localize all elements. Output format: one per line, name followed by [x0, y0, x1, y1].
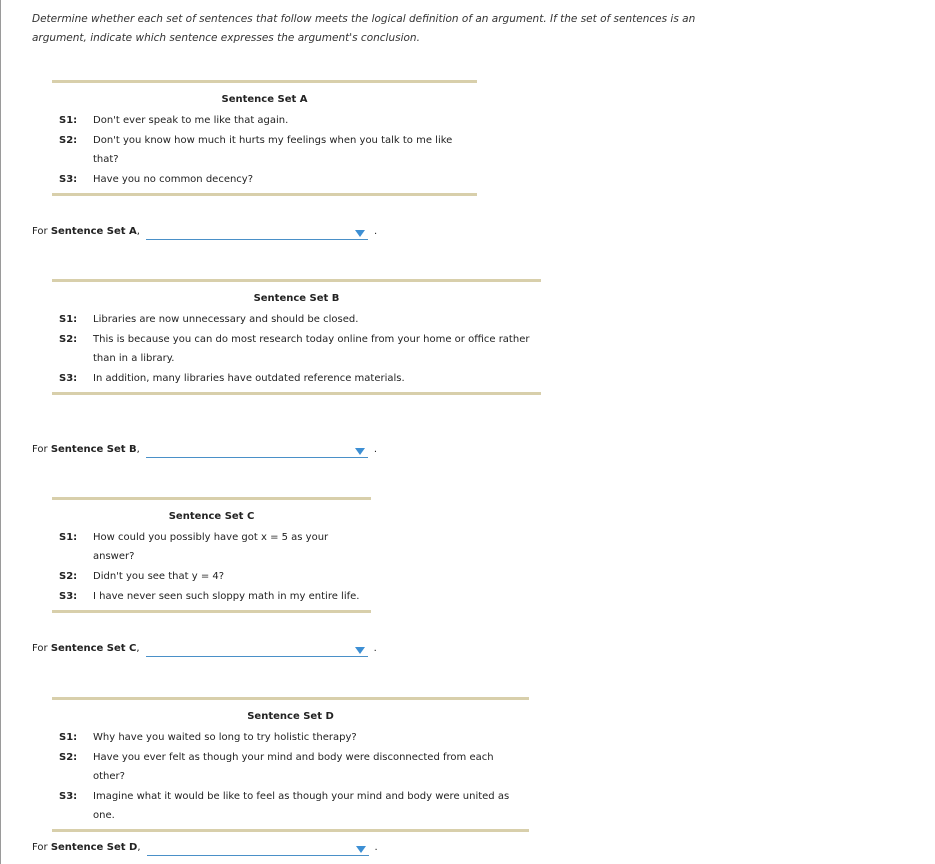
sentence-label: S2: [59, 135, 78, 146]
sentence-row [52, 110, 477, 130]
caret-down-icon[interactable] [355, 230, 365, 237]
sentence-row [52, 727, 529, 747]
set-b-answer-dropdown[interactable] [146, 443, 368, 458]
sentence-label: S1: [59, 732, 78, 743]
sentence-row [52, 586, 371, 610]
answer-set-name: Sentence Set D [50, 842, 138, 853]
answer-suffix: , [136, 643, 140, 654]
sentence-label: S2: [59, 571, 78, 582]
set-a-answer-dropdown[interactable] [146, 225, 368, 240]
sentence-set-b-table [52, 279, 541, 395]
sentence-set-d-table [52, 697, 529, 832]
sentence-text: Have you ever felt as though your mind and body were disconnected from each other? [93, 752, 494, 782]
sentence-text: Imagine what it would be like to feel as though your mind and body were united as one. [93, 791, 510, 821]
sentence-label: S3: [59, 591, 78, 602]
answer-prefix: For [32, 842, 48, 853]
answer-prefix: For [32, 226, 48, 237]
sentence-text: Why have you waited so long to try holistic therapy? [93, 732, 357, 743]
set-d-answer-dropdown[interactable] [147, 841, 369, 856]
answer-prefix: For [32, 444, 48, 455]
answer-set-name: Sentence Set A [50, 226, 137, 237]
answer-period: . [373, 643, 377, 654]
sentence-label: S1: [59, 314, 78, 325]
sentence-label: S1: [59, 115, 78, 126]
sentence-set-c-title: Sentence Set C [168, 511, 255, 522]
answer-prefix: For [32, 643, 48, 654]
answer-suffix: , [136, 444, 140, 455]
sentence-set-a-table [52, 80, 477, 196]
sentence-text: How could you possibly have got x = 5 as your answer? [93, 532, 329, 562]
sentence-text: Libraries are now unnecessary and should be closed. [93, 314, 359, 325]
sentence-text: Don't ever speak to me like that again. [93, 115, 289, 126]
sentence-row [52, 169, 477, 193]
sentence-text: This is because you can do most research today online from your home or office rather than in a library. [93, 334, 530, 364]
answer-suffix: , [136, 226, 140, 237]
answer-suffix: , [137, 842, 141, 853]
sentence-label: S1: [59, 532, 78, 543]
sentence-label: S3: [59, 373, 78, 384]
answer-line-set-b [32, 442, 377, 458]
answer-line-set-c [32, 641, 377, 657]
sentence-row [52, 368, 541, 392]
sentence-label: S2: [59, 752, 78, 763]
sentence-row [52, 527, 371, 566]
sentence-set-b-title: Sentence Set B [253, 293, 340, 304]
caret-down-icon[interactable] [355, 647, 365, 654]
sentence-row [52, 747, 529, 786]
sentence-text: Have you no common decency? [93, 174, 254, 185]
caret-down-icon[interactable] [356, 846, 366, 853]
sentence-set-d-title: Sentence Set D [247, 711, 334, 722]
answer-line-set-a [32, 224, 377, 240]
set-c-answer-dropdown[interactable] [146, 642, 368, 657]
answer-period: . [373, 226, 378, 237]
sentence-row [52, 786, 529, 829]
answer-set-name: Sentence Set B [50, 444, 137, 455]
answer-period: . [373, 444, 378, 455]
sentence-set-a-title: Sentence Set A [221, 94, 308, 105]
sentence-text: Don't you know how much it hurts my feelings when you talk to me like that? [93, 135, 453, 165]
answer-set-name: Sentence Set C [50, 643, 137, 654]
sentence-row [52, 329, 541, 368]
sentence-label: S3: [59, 174, 78, 185]
sentence-row [52, 566, 371, 586]
answer-line-set-d [32, 840, 378, 856]
sentence-text: I have never seen such sloppy math in my entire life. [93, 591, 360, 602]
sentence-set-c-table [52, 497, 371, 613]
sentence-label: S2: [59, 334, 78, 345]
sentence-text: In addition, many libraries have outdated reference materials. [93, 373, 405, 384]
caret-down-icon[interactable] [355, 448, 365, 455]
sentence-label: S3: [59, 791, 78, 802]
sentence-row [52, 309, 541, 329]
answer-period: . [374, 842, 378, 853]
instructions-text: Determine whether each set of sentences that follow meets the logical definition of an argument. If the set of sentences is an argument, indicate which sentence expresses the argument's conclusion. [32, 13, 696, 44]
sentence-row [52, 130, 477, 169]
sentence-text: Didn't you see that y = 4? [93, 571, 225, 582]
